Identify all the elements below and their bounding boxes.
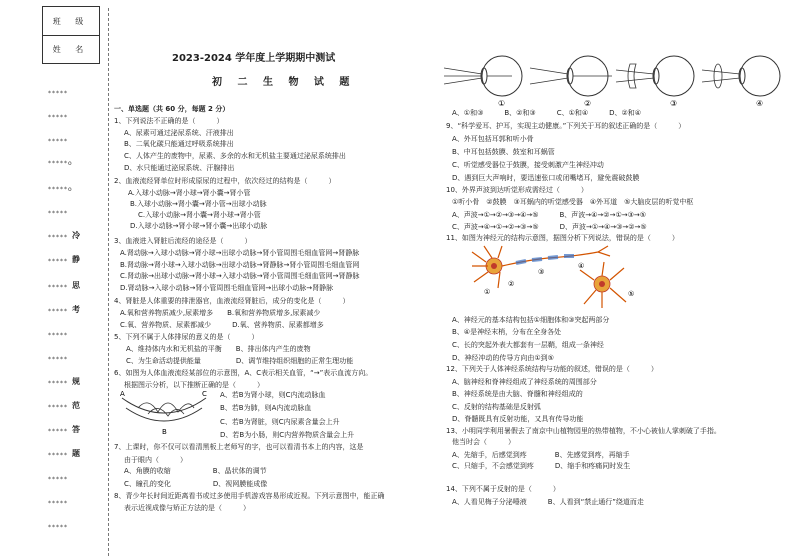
question-line: B.肾动脉→肾小球→入球小动脉→出球小动脉→肾静脉→肾小管周围毛细血管网 xyxy=(120,261,360,269)
eye-diagrams xyxy=(444,50,784,108)
question-line: C、只缩手，不会感觉到疼 D、缩手和疼痛同时发生 xyxy=(452,462,631,470)
question-line: D、水只能通过泌尿系统、汗腺排出 xyxy=(124,164,235,172)
q8-options: A、①和③ B、②和③ C、①和④ D、②和④ xyxy=(452,109,642,117)
label-a: A xyxy=(120,390,125,398)
question-line: 13、小明同学利用暑假去了南京中山植物园里的热带植物，不小心被仙人掌刺破了手指。 xyxy=(446,427,721,435)
binding-stars: ***** xyxy=(48,404,68,411)
binding-stars: ***** xyxy=(48,210,68,217)
vertical-char: 考 xyxy=(72,305,80,314)
question-line: 4、肾脏是人体重要的排泄器官，血液流经肾脏后，成分的变化是（ ） xyxy=(114,297,350,305)
vertical-char: 静 xyxy=(72,255,80,264)
question-line: B、④是神经末梢，分布在全身各处 xyxy=(452,328,562,336)
binding-stars: ***** xyxy=(48,332,68,339)
binding-stars: ***** xyxy=(48,258,68,265)
question-line: A.入球小动脉→肾小球→肾小囊→肾小管 xyxy=(128,189,251,197)
binding-stars: ***** xyxy=(48,114,68,121)
binding-stars: ***** xyxy=(48,234,68,241)
question-line: 根据图示分析，以下推断正确的是（ ） xyxy=(124,381,264,389)
question-line: B、若B为肺，则A内流动脉血 xyxy=(220,404,312,412)
binding-stars: ***** xyxy=(48,452,68,459)
question-line: ①听小骨 ②鼓膜 ③耳蜗内的听觉感受器 ④外耳道 ⑤大脑皮层的听觉中枢 xyxy=(452,198,694,206)
binding-stars: *****o xyxy=(48,160,73,167)
question-line: A、维持体内水和无机盐的平衡 B、排出体内产生的废物 xyxy=(126,345,311,353)
question-line: 6、如图为人体血液流经某部位的示意图，A、C表示相关血管，“→”表示血流方向。 xyxy=(114,369,373,377)
question-line: 8、青少年长时间近距离看书或过多使用手机游戏容易形成近视。下列示意图中，能正确 xyxy=(114,492,385,500)
vertical-char: 范 xyxy=(72,401,80,410)
binding-stars: ***** xyxy=(48,476,68,483)
question-line: 7、上课时，你不仅可以看清黑板上老师写的字，也可以看清书本上的内容，这是 xyxy=(114,443,364,451)
question-line: C.入球小动脉→肾小囊→肾小球→肾小管 xyxy=(138,211,261,219)
question-line: 表示近视成像与矫正方法的是（ ） xyxy=(124,504,250,512)
binding-stars: ***** xyxy=(48,428,68,435)
question-line: 2、血液流经肾单位时形成原尿的过程中，依次经过的结构是（ ） xyxy=(114,177,336,185)
question-line: 他当时会（ ） xyxy=(452,438,515,446)
question-line: C、反射的结构基础是反射弧 xyxy=(452,403,541,411)
binding-stars: ***** xyxy=(48,524,68,531)
question-line: A.氧和营养物质减少,尿素增多 B.氧和营养物质增多,尿素减少 xyxy=(120,309,321,317)
question-line: D.肾动脉→入球小动脉→肾小管周围毛细血管网→出球小动脉→肾静脉 xyxy=(120,284,334,292)
eye-label-3: ③ xyxy=(670,99,678,108)
question-line: C、瞳孔的变化 D、视网膜能成像 xyxy=(124,480,268,488)
question-line: A、神经元的基本结构包括①细胞体和③突起两部分 xyxy=(452,316,610,324)
question-line: D、脊髓既具有反射功能，又具有传导功能 xyxy=(452,415,584,423)
question-line: A、角膜的收缩 B、晶状体的调节 xyxy=(124,467,267,475)
question-line: 10、外界声波到达听觉形成需经过（ ） xyxy=(446,186,588,194)
question-line: D、神经冲动的传导方向由①到⑤ xyxy=(452,354,554,362)
question-line: C、为生命活动提供能量 D、调节维持组织细胞的正常生理功能 xyxy=(126,357,354,365)
neuron-label-2: ② xyxy=(508,280,515,288)
question-line: D.入球小动脉→肾小球→肾小囊→出球小动脉 xyxy=(130,222,268,230)
section-heading: 一、单选题（共 60 分，每题 2 分） xyxy=(114,105,230,113)
question-line: 9、“科学爱耳、护耳，实现主动健康。”下列关于耳的叙述正确的是（ ） xyxy=(446,122,686,130)
question-line: C、声波→④→①→②→③→⑤ D、声波→①→④→③→②→⑤ xyxy=(452,223,647,231)
question-line: A、声波→①→②→③→④→⑤ B、声波→④→②→①→③→⑤ xyxy=(452,211,646,219)
class-name-box xyxy=(42,6,100,64)
eye-diagram-1 xyxy=(444,56,522,108)
eye-diagram-4 xyxy=(702,56,780,108)
question-line: B、二氧化碳只能通过呼吸系统排出 xyxy=(124,140,234,148)
question-line: A、人看见梅子分泌唾液 B、人看到“禁止通行”绕道而走 xyxy=(452,498,644,506)
question-line: C、长的突起外表大都套有一层鞘，组成一条神经 xyxy=(452,341,604,349)
question-line: A、若B为肾小球，则C内流动脉血 xyxy=(220,391,326,399)
vertical-char: 思 xyxy=(72,281,80,290)
class-label: 班 级 xyxy=(43,7,99,36)
eye-label-2: ② xyxy=(584,99,592,108)
binding-stars: ***** xyxy=(48,356,68,363)
question-line: 12、下列关于人体神经系统结构与功能的叙述，错误的是（ ） xyxy=(446,365,658,373)
eye-diagram-2 xyxy=(530,56,612,108)
question-line: A.肾动脉→入球小动脉→肾小球→出球小动脉→肾小管周围毛细血管网→肾静脉 xyxy=(120,249,360,257)
question-line: B.入球小动脉→肾小囊→肾小管→出球小动脉 xyxy=(130,200,267,208)
exam-subtitle: 初 二 生 物 试 题 xyxy=(212,77,356,88)
question-line: B、中耳包括鼓膜、鼓室和耳蜗管 xyxy=(452,148,555,156)
question-line: A、尿素可通过泌尿系统、汗液排出 xyxy=(124,129,234,137)
question-line: 由于眼内（ ） xyxy=(124,456,187,464)
neuron-diagram xyxy=(468,244,668,312)
eye-label-4: ④ xyxy=(756,99,764,108)
binding-stars: ***** xyxy=(48,308,68,315)
question-line: C.肾动脉→出球小动脉→肾小球→入球小动脉→肾小管周围毛细血管网→肾静脉 xyxy=(120,272,360,280)
label-c: C xyxy=(202,390,207,398)
question-line: 1、下列说法不正确的是（ ） xyxy=(114,117,224,125)
eye-diagram-3 xyxy=(616,56,694,108)
binding-line xyxy=(108,8,109,556)
blood-flow-diagram xyxy=(118,386,210,436)
question-line: A、外耳包括耳郭和听小骨 xyxy=(452,135,534,143)
question-line: A、脑神经和脊神经组成了神经系统的周围部分 xyxy=(452,378,597,386)
question-line: A、先缩手，后感觉到疼 B、先感觉到疼，再缩手 xyxy=(452,451,630,459)
neuron-label-1: ① xyxy=(484,288,491,296)
exam-title: 2023-2024 学年度上学期期中测试 xyxy=(172,53,336,64)
question-line: 14、下列不属于反射的是（ ） xyxy=(446,485,560,493)
question-line: 11、如图为神经元的结构示意图，据图分析下列说法，错误的是（ ） xyxy=(446,234,679,242)
binding-stars: ***** xyxy=(48,500,68,507)
question-line: C、人体产生的废物中，尿素、多余的水和无机盐主要通过泌尿系统排出 xyxy=(124,152,346,160)
binding-stars: ***** xyxy=(48,380,68,387)
eye-label-1: ① xyxy=(498,99,506,108)
binding-stars: ***** xyxy=(48,138,68,145)
question-line: 5、下列不属于人体排尿的意义的是（ ） xyxy=(114,333,259,341)
label-b: B xyxy=(162,428,167,436)
question-line: 3、血液进入肾脏后流经的途径是（ ） xyxy=(114,237,252,245)
binding-stars: ***** xyxy=(48,90,68,97)
name-label: 姓 名 xyxy=(52,44,90,54)
question-line: C、听觉感受器位于鼓膜，接受刺激产生神经冲动 xyxy=(452,161,604,169)
vertical-char: 规 xyxy=(72,377,80,386)
question-line: D、若B为小肠，则C内营养物质含量会上升 xyxy=(220,431,355,439)
binding-stars: *****o xyxy=(48,186,73,193)
neuron-label-4: ④ xyxy=(578,262,585,270)
vertical-char: 题 xyxy=(72,449,80,458)
question-line: C、若B为肾脏，则C内尿素含量会上升 xyxy=(220,418,340,426)
vertical-char: 答 xyxy=(72,425,80,434)
question-line: B、神经系统是由大脑、脊髓和神经组成的 xyxy=(452,390,583,398)
vertical-char: 冷 xyxy=(72,231,80,240)
question-line: D、遇到巨大声响时，要迅速张口或闭嘴堵耳，避免震破鼓膜 xyxy=(452,174,640,182)
neuron-label-5: ⑤ xyxy=(628,290,635,298)
neuron-label-3: ③ xyxy=(538,268,545,276)
binding-stars: ***** xyxy=(48,284,68,291)
question-line: C.氧、营养物质、尿素都减少 D.氧、营养物质、尿素都增多 xyxy=(120,321,324,329)
